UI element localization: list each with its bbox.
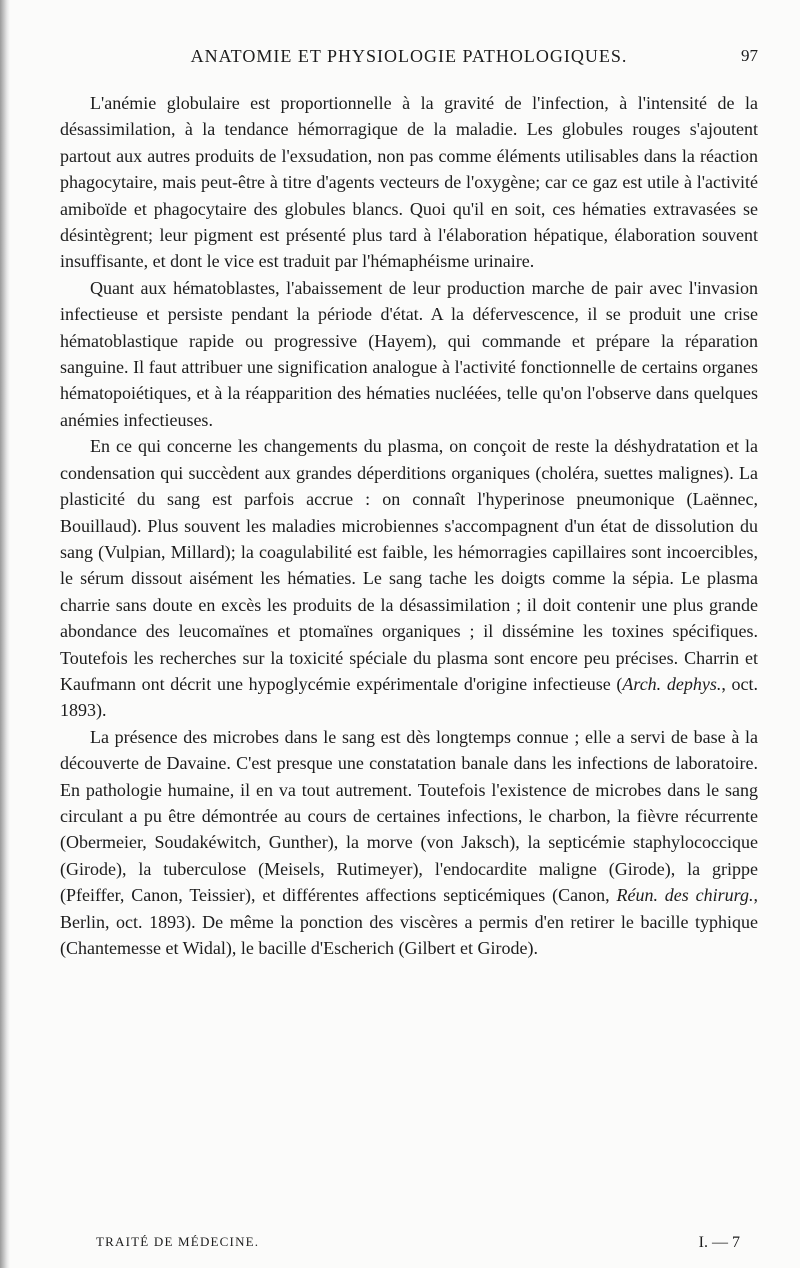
paragraph-anemia: L'anémie globulaire est proportionnelle à la gravité de l'infection, à l'intensité de la désassimilation, à la tendance hémorragique de la maladie. Les globules rouges s'ajoutent partout aux autres produits de l'exsudation, non pas comme éléments utilisables dans la réaction phagocytaire, mais peut-être à titre d'agents vecteurs de l'oxygène; car ce gaz est utile à l'activité amiboïde et phagocytaire des globules blancs. Quoi qu'il en soit, ces hématies extravasées se désintègrent; leur pigment est présenté plus tard à l'élaboration hépatique, élaboration souvent insuffisante, et dont le vice est traduit par l'hémaphéisme urinaire. bbox=[60, 93, 758, 272]
paragraph-microbes-text: La présence des microbes dans le sang est dès longtemps connue ; elle a servi de base à la découverte de Davaine. C'est presque une constatation banale dans les infections de laboratoire. En pathologie humaine, il en va tout autrement. Toutefois l'existence de microbes dans le sang circulant a pu être démontrée au cours de certaines infections, le charbon, la fièvre récurrente (Obermeier, Soudakéwitch, Gunther), la morve (von Jaksch), la septicémie staphylococcique (Girode), la tuberculose (Meisels, Rutimeyer), l'endocardite maligne (Girode), la grippe (Pfeiffer, Canon, Teissier), et différentes affections septicémiques (Canon, bbox=[60, 726, 758, 906]
citation-arch-dephys: Arch. dephys. bbox=[622, 673, 722, 694]
paragraph-hematoblasts: Quant aux hématoblastes, l'abaissement de leur production marche de pair avec l'invasion infectieuse et persiste pendant la période d'état. A la défervescence, il se produit une crise hématoblastique rapide ou progressive (Hayem), qui commande et prépare la réparation sanguine. Il faut attribuer une signification analogue à l'activité fonctionnelle de certains organes hématopoiétiques, et à la réapparition des hématies nucléées, telle qu'on l'observe dans quelques anémies infectieuses. bbox=[60, 277, 758, 430]
volume-sheet-number: I. — 7 bbox=[698, 1234, 740, 1251]
paragraph-microbes bbox=[60, 724, 758, 962]
signature-mark: TRAITÉ DE MÉDECINE. bbox=[96, 1234, 260, 1249]
paragraph-plasma bbox=[60, 433, 758, 723]
running-title: ANATOMIE ET PHYSIOLOGIE PATHOLOGIQUES. bbox=[190, 46, 628, 66]
running-head bbox=[60, 44, 758, 68]
page-number: 97 bbox=[741, 46, 758, 65]
page-footer bbox=[96, 1234, 740, 1254]
paragraph-plasma-end: , oct. 1893). bbox=[60, 673, 758, 721]
paragraph-plasma-text: En ce qui concerne les changements du plasma, on conçoit de reste la déshydratation et la condensation qui succèdent aux grandes déperditions organiques (choléra, suettes malignes). La plasticité du sang est parfois accrue : on connaît l'hyperinose pneumonique (Laënnec, Bouillaud). Plus souvent les maladies microbiennes s'accompagnent d'un état de dissolution du sang (Vulpian, Millard); la coagulabilité est faible, les hémorragies capillaires sont incoercibles, le sérum dissout aisément les hématies. Le sang tache les doigts comme la sépia. Le plasma charrie sans doute en excès les produits de la désassimilation ; il doit contenir une plus grande abondance des leucomaïnes et ptomaïnes organiques ; il dissémine les toxines spécifiques. Toutefois les recherches sur la toxicité spéciale du plasma sont encore peu précises. Charrin et Kaufmann ont décrit une hypoglycémie expérimentale d'origine infectieuse ( bbox=[60, 436, 758, 694]
citation-reun-chirurg: Réun. des chirurg. bbox=[616, 885, 754, 906]
paragraph-microbes-end: , Berlin, oct. 1893). De même la ponction des viscères a permis d'en retirer le bacille typhique (Chantemesse et Widal), le bacille d'Escherich (Gilbert et Girode). bbox=[60, 885, 758, 958]
binding-shadow bbox=[0, 0, 10, 1268]
body-text bbox=[60, 90, 758, 961]
